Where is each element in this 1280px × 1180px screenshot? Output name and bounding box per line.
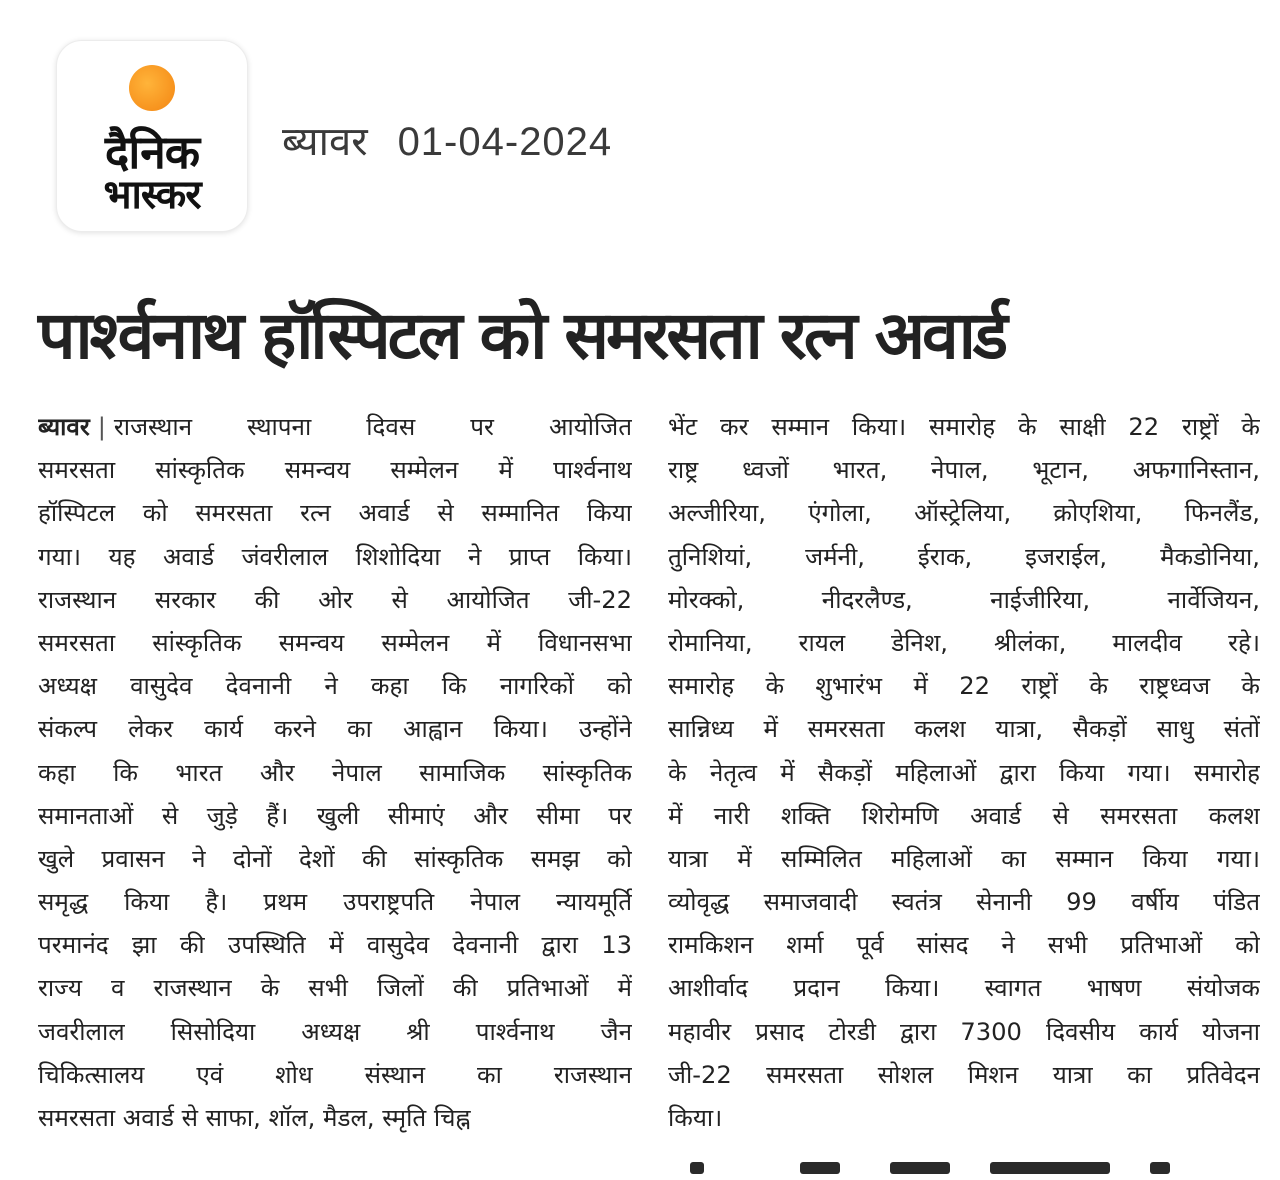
logo-text-line2: भास्कर (103, 172, 201, 218)
article-line: गया। यह अवार्ड जंवरीलाल शिशोदिया ने प्राप्त किया। (38, 542, 632, 571)
article-line: परमानंद झा की उपस्थिति में वासुदेव देवनानी द्वारा 13 (38, 931, 632, 960)
article-line-text: राजस्थान स्थापना दिवस पर आयोजित (113, 413, 632, 441)
article-line: समारोह के शुभारंभ में 22 राष्ट्रों के राष्ट्रध्वज के (668, 672, 1260, 701)
edition-city: ब्यावर (282, 120, 368, 164)
article-line: जी-22 समरसता सोशल मिशन यात्रा का प्रतिवेदन (668, 1060, 1260, 1089)
article-line: हॉस्पिटल को समरसता रत्न अवार्ड से सम्मानित किया (38, 499, 632, 528)
article-column-right (668, 406, 1260, 1140)
article-line: में नारी शक्ति शिरोमणि अवार्ड से समरसता कलश (668, 801, 1260, 830)
article-headline: पार्श्वनाथ हॉस्पिटल को समरसता रत्न अवार्ड (38, 297, 1006, 374)
article-line: यात्रा में सम्मिलित महिलाओं का सम्मान किया गया। (668, 844, 1260, 873)
article-line: तुनिशियां, जर्मनी, ईराक, इजराईल, मैकडोनिया, (668, 542, 1260, 571)
article-line: किया। (668, 1104, 723, 1132)
article-line: राज्य व राजस्थान के सभी जिलों की प्रतिभाओं में (38, 974, 632, 1003)
article-line: अल्जीरिया, एंगोला, ऑस्ट्रेलिया, क्रोएशिया, फिनलैंड, (668, 499, 1260, 528)
article-line: राष्ट्र ध्वजों भारत, नेपाल, भूटान, अफगानिस्तान, (668, 456, 1260, 485)
article-line (38, 406, 632, 449)
article-line: समरसता सांस्कृतिक समन्वय सम्मेलन में विधानसभा (38, 628, 632, 657)
edition-info (282, 112, 612, 167)
article-dateline: ब्यावर (38, 413, 90, 441)
article-line: आशीर्वाद प्रदान किया। स्वागत भाषण संयोजक (668, 974, 1260, 1003)
article-line: संकल्प लेकर कार्य करने का आह्वान किया। उन्होंने (38, 715, 632, 744)
logo-text-line1: दैनिक (104, 125, 200, 179)
dateline-separator: | (97, 413, 106, 441)
article-line: महावीर प्रसाद टोरडी द्वारा 7300 दिवसीय कार्य योजना (668, 1017, 1260, 1046)
article-line: समानताओं से जुड़े हैं। खुली सीमाएं और सीमा पर (38, 801, 632, 830)
article-line: समरसता सांस्कृतिक समन्वय सम्मेलन में पार्श्वनाथ (38, 456, 632, 485)
article-line: रामकिशन शर्मा पूर्व सांसद ने सभी प्रतिभाओं को (668, 931, 1260, 960)
article-column-left (38, 406, 632, 1140)
article-line: कहा कि भारत और नेपाल सामाजिक सांस्कृतिक (38, 758, 632, 787)
article-line: खुले प्रवासन ने दोनों देशों की सांस्कृतिक समझ को (38, 844, 632, 873)
article-line: चिकित्सालय एवं शोध संस्थान का राजस्थान (38, 1060, 632, 1089)
article-line: समरसता अवार्ड से साफा, शॉल, मैडल, स्मृति चिह्न (38, 1104, 471, 1132)
sun-icon (129, 65, 175, 111)
article-line: सान्निध्य में समरसता कलश यात्रा, सैकड़ों साधु संतों (668, 715, 1260, 744)
article-line: रोमानिया, रायल डेनिश, श्रीलंका, मालदीव रहे। (668, 628, 1260, 657)
article-line: समृद्ध किया है। प्रथम उपराष्ट्रपति नेपाल न्यायमूर्ति (38, 888, 632, 917)
article-line: अध्यक्ष वासुदेव देवनानी ने कहा कि नागरिकों को (38, 672, 632, 701)
article-line: मोरक्को, नीदरलैण्ड, नाईजीरिया, नार्वेजियन, (668, 585, 1260, 614)
edition-date: 01-04-2024 (397, 120, 613, 164)
newspaper-logo (56, 40, 248, 232)
article-line: भेंट कर सम्मान किया। समारोह के साक्षी 22 राष्ट्रों के (668, 413, 1260, 441)
article-line: के नेतृत्व में सैकड़ों महिलाओं द्वारा किया गया। समारोह (668, 758, 1260, 787)
article-line: व्योवृद्ध समाजवादी स्वतंत्र सेनानी 99 वर्षीय पंडित (668, 888, 1260, 917)
article-line: राजस्थान सरकार की ओर से आयोजित जी-22 (38, 585, 632, 614)
article-line: जवरीलाल सिसोदिया अध्यक्ष श्री पार्श्वनाथ जैन (38, 1017, 632, 1046)
